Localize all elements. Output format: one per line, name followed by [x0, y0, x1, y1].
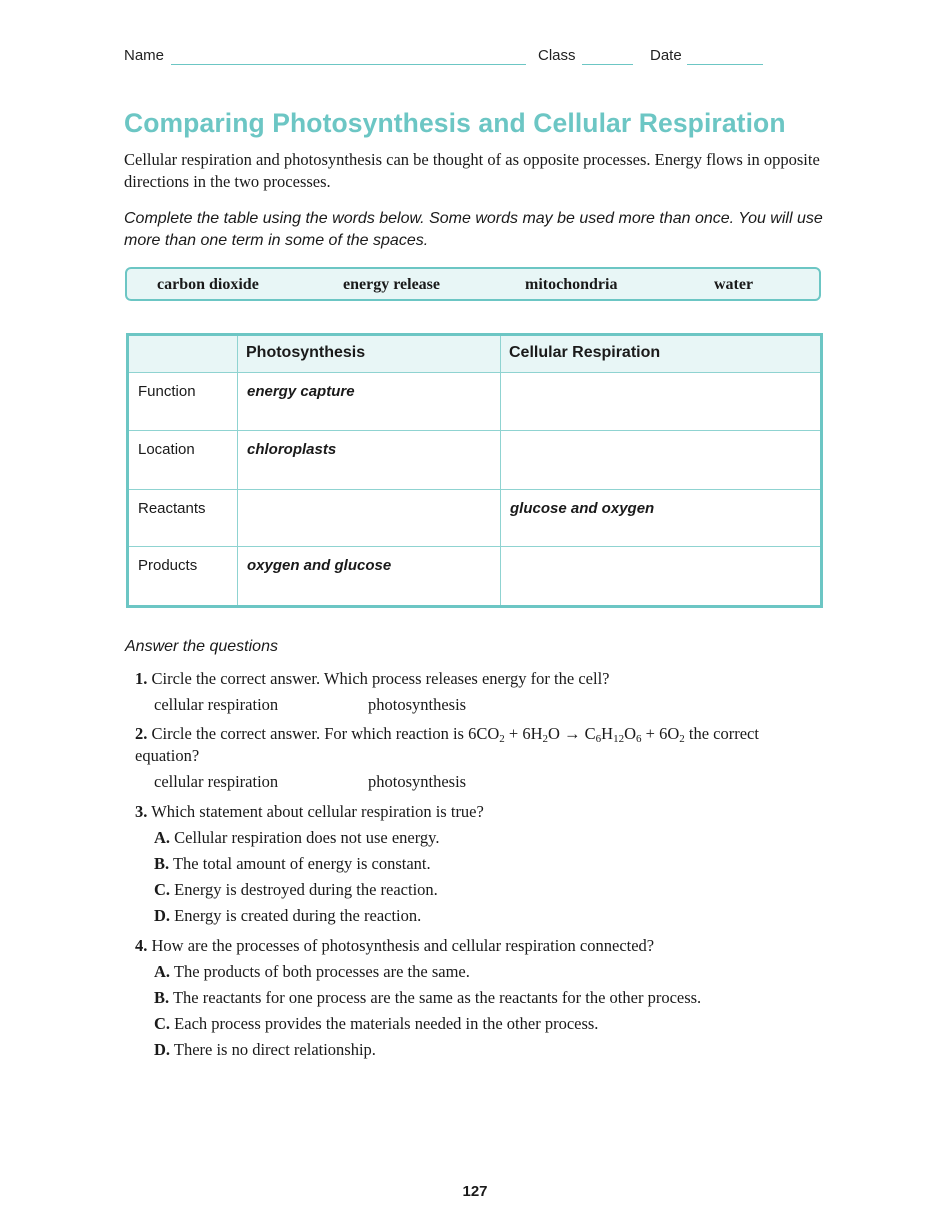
answer-choice[interactable]: B. The reactants for one process are the same as the reactants for the other process.	[154, 988, 702, 1007]
question-3	[135, 801, 825, 927]
intro-paragraph: Cellular respiration and photosynthesis can be thought of as opposite processes. Energy flows in opposite directions in the two processes.	[124, 150, 820, 191]
answer-option[interactable]: cellular respiration	[154, 772, 279, 791]
question-number: 2.	[135, 724, 148, 743]
question-1	[135, 668, 825, 716]
table-header-row	[128, 335, 822, 373]
row-label: Function	[128, 373, 238, 431]
answer-choice[interactable]: B. The total amount of energy is constant.	[154, 854, 431, 873]
answer-choice[interactable]: C. Each process provides the materials needed in the other process.	[154, 1014, 599, 1033]
instructions: Complete the table using the words below. Some words may be used more than once. You will use more than one term in some of the spaces.	[124, 210, 823, 249]
word-bank	[125, 267, 821, 301]
photosynthesis-cell[interactable]	[238, 490, 501, 547]
comparison-table	[126, 333, 823, 608]
answer-choice[interactable]: A. Cellular respiration does not use energy.	[154, 828, 440, 847]
question-text: Circle the correct answer. Which process releases energy for the cell?	[151, 669, 610, 688]
answer-choice[interactable]: D. There is no direct relationship.	[154, 1040, 376, 1059]
word-bank-item: carbon dioxide	[157, 276, 259, 293]
table-row	[128, 431, 822, 490]
table-header-photosynthesis: Photosynthesis	[238, 335, 501, 373]
questions-heading: Answer the questions	[125, 638, 278, 655]
table-row	[128, 373, 822, 431]
photosynthesis-cell: oxygen and glucose	[238, 547, 501, 607]
date-field[interactable]	[687, 64, 763, 65]
class-label: Class	[538, 47, 576, 64]
worksheet-header	[124, 47, 824, 67]
photosynthesis-cell: energy capture	[238, 373, 501, 431]
question-number: 1.	[135, 669, 148, 688]
answer-option[interactable]: photosynthesis	[368, 695, 467, 714]
page-number: 127	[462, 1183, 488, 1200]
table-header-respiration: Cellular Respiration	[501, 335, 822, 373]
answer-choice[interactable]: A. The products of both processes are the same.	[154, 962, 470, 981]
answer-choice[interactable]: D. Energy is created during the reaction.	[154, 906, 422, 925]
respiration-cell: glucose and oxygen	[501, 490, 822, 547]
respiration-cell[interactable]	[501, 431, 822, 490]
name-field[interactable]	[171, 64, 526, 65]
class-field[interactable]	[582, 64, 633, 65]
photosynthesis-cell: chloroplasts	[238, 431, 501, 490]
question-4	[135, 935, 825, 1061]
row-label: Location	[128, 431, 238, 490]
chemical-equation: $6CO_2 + 6H_2O \to C_6H_{12}O_6 + 6O_2$	[468, 724, 685, 745]
table-header-blank	[128, 335, 238, 373]
word-bank-item: energy release	[343, 276, 440, 293]
respiration-cell[interactable]	[501, 547, 822, 607]
question-text: Circle the correct answer. For which reaction is $6CO_2 + 6H_2O \to C_6H_{12}O_6 + 6O_2$ the correct equation?	[135, 724, 759, 765]
answer-choice[interactable]: C. Energy is destroyed during the reaction.	[154, 880, 438, 899]
question-2	[135, 723, 825, 793]
question-text: Which statement about cellular respiration is true?	[151, 802, 484, 821]
row-label: Reactants	[128, 490, 238, 547]
table-row	[128, 490, 822, 547]
word-bank-item: mitochondria	[525, 276, 618, 293]
question-number: 3.	[135, 802, 148, 821]
word-bank-item: water	[714, 276, 754, 293]
question-text: How are the processes of photosynthesis and cellular respiration connected?	[151, 936, 655, 955]
page-title: Comparing Photosynthesis and Cellular Respiration	[124, 108, 786, 138]
row-label: Products	[128, 547, 238, 607]
table-row	[128, 547, 822, 607]
question-number: 4.	[135, 936, 148, 955]
respiration-cell[interactable]	[501, 373, 822, 431]
answer-option[interactable]: cellular respiration	[154, 695, 279, 714]
name-label: Name	[124, 47, 165, 64]
answer-option[interactable]: photosynthesis	[368, 772, 467, 791]
date-label: Date	[650, 47, 682, 64]
